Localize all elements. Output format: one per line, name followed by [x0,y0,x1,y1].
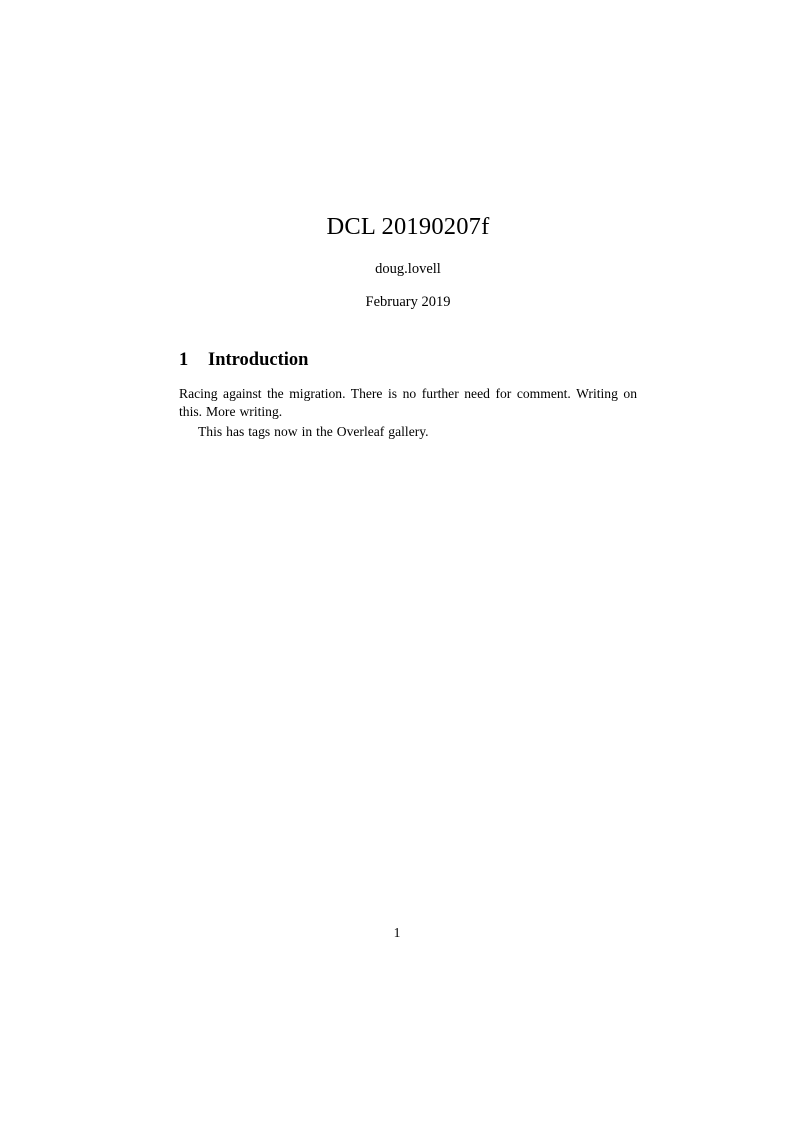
section-paragraph: Racing against the migration. There is no further need for comment. Writing on this. More writing. [179,386,637,420]
document-author: doug.lovell [375,261,441,278]
section-title: Introduction [208,350,309,371]
document-body [179,0,637,441]
section-paragraph: This has tags now in the Overleaf gallery. [198,423,429,439]
document-date: February 2019 [365,294,451,311]
section-heading-introduction [179,311,637,371]
section-number: 1 [179,350,189,371]
page-title: DCL 20190207f [326,213,490,240]
page-number: 1 [393,925,401,940]
